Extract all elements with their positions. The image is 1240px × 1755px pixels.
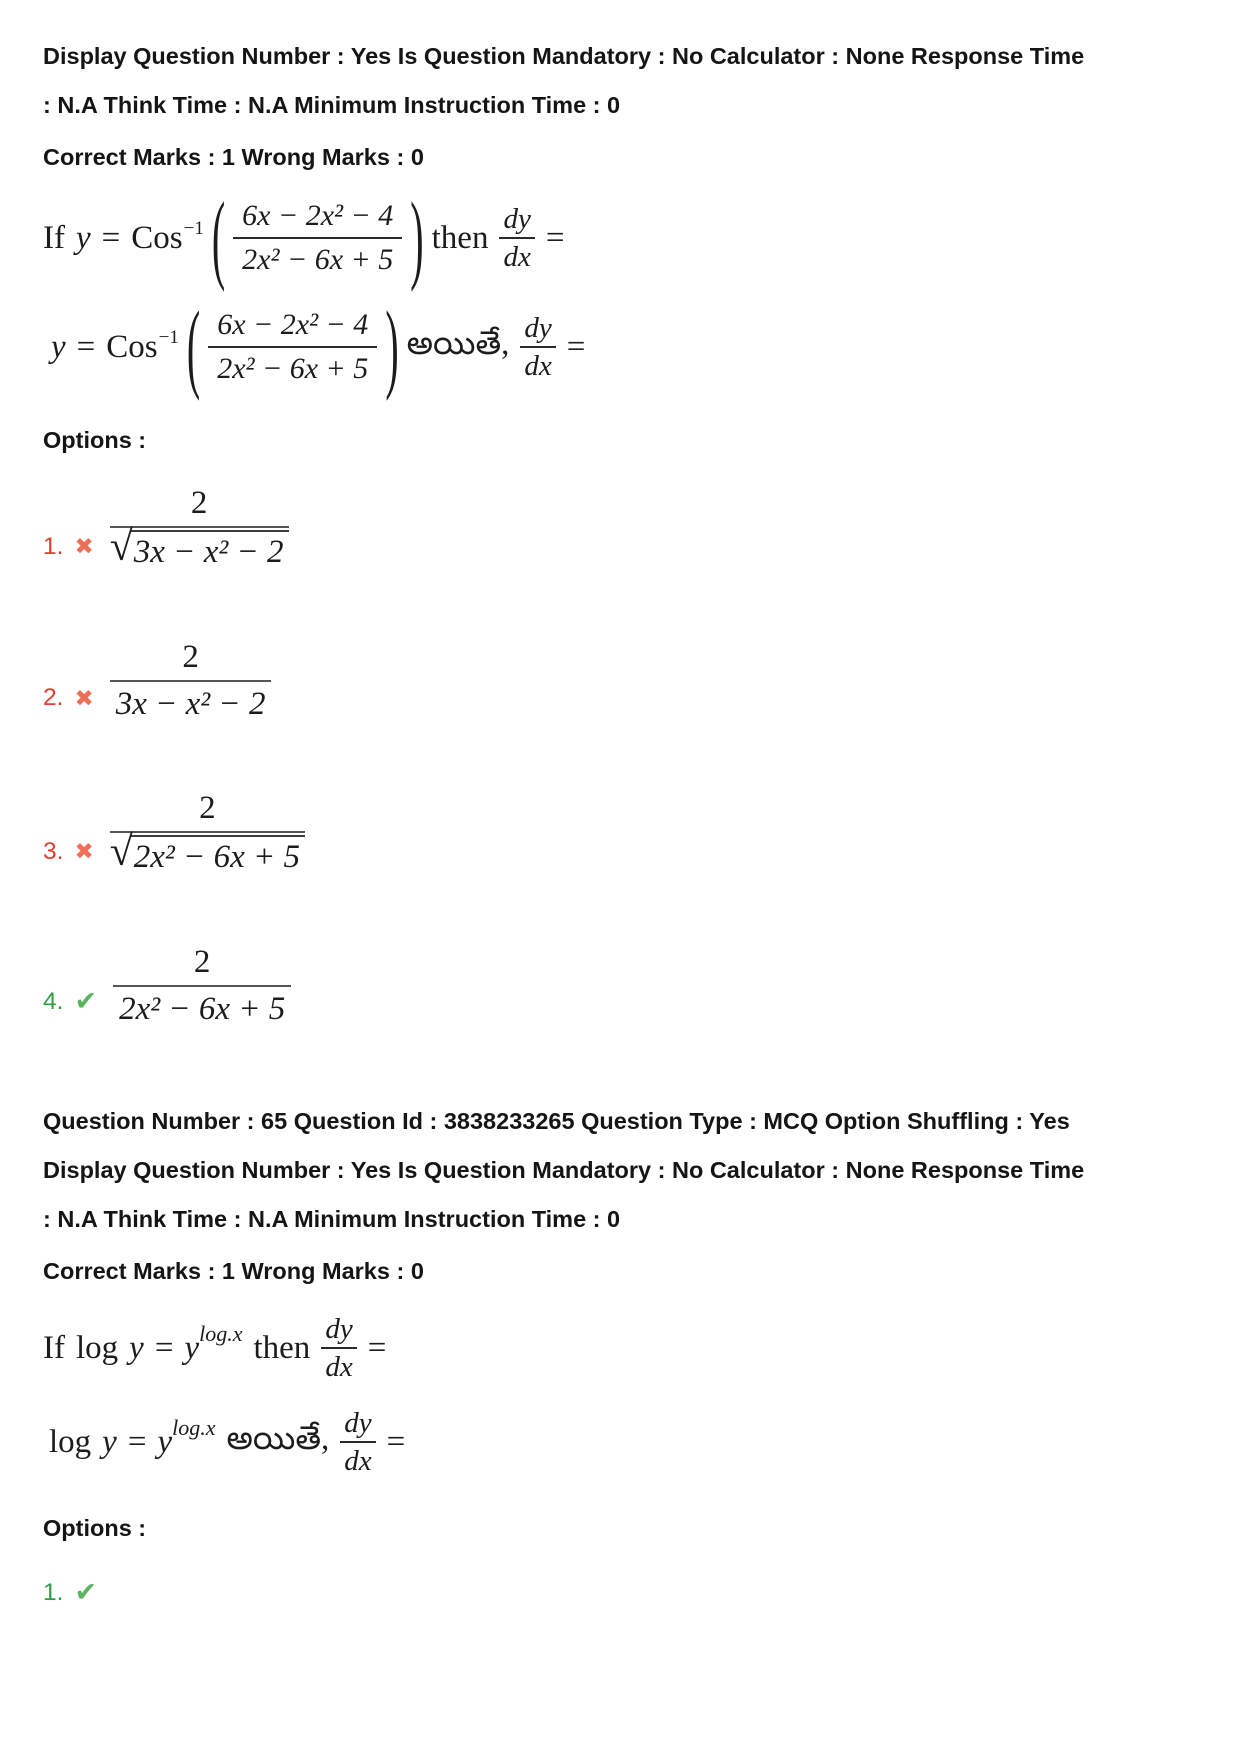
fraction-numerator: 6x − 2x² − 4 — [208, 308, 377, 349]
question-settings-line2: : N.A Think Time : N.A Minimum Instruction Time : 0 — [43, 92, 621, 118]
log-label: log — [75, 1329, 119, 1366]
question-header-text — [43, 1097, 1200, 1244]
question-settings-line2: : N.A Think Time : N.A Minimum Instruction Time : 0 — [43, 1206, 621, 1233]
option-numerator: 2 — [110, 790, 305, 833]
dy-dx-fraction — [340, 1408, 375, 1477]
option-number: 4. — [43, 987, 64, 1015]
formula-y-var: y — [102, 1423, 117, 1460]
option-row-1 — [43, 485, 1200, 571]
dx-denominator: dx — [503, 241, 531, 273]
formula-english — [43, 180, 1200, 293]
equals-sign: = — [101, 219, 121, 256]
question-settings-text — [43, 32, 1200, 130]
option-row-1 — [43, 1577, 1200, 1618]
formula-telugu — [43, 1394, 1200, 1490]
fraction — [208, 308, 377, 387]
equals-sign: = — [367, 1329, 387, 1366]
options-label: Options : — [43, 427, 147, 453]
equals-sign: = — [127, 1423, 147, 1460]
radicand: 3x − x² − 2 — [130, 530, 289, 570]
option-number: 1. — [43, 532, 64, 560]
inverse-cos-function — [131, 217, 204, 257]
radical-sign: √ — [109, 524, 133, 571]
options-list — [43, 1577, 1200, 1618]
base-y-var: y — [157, 1423, 173, 1460]
formula-if-word: If — [43, 1329, 65, 1366]
correct-mark-icon: ✔ — [74, 1577, 98, 1608]
left-paren: ( — [211, 180, 226, 293]
dy-dx-fraction — [321, 1314, 356, 1383]
logx-exponent: log.x — [172, 1414, 216, 1440]
cos-label: Cos — [131, 219, 183, 256]
option-number: 3. — [43, 837, 64, 865]
option-row-3 — [43, 790, 1200, 876]
denominator-text: 2x² − 6x + 5 — [119, 991, 286, 1028]
formula-y-var: y — [75, 219, 91, 256]
option-tag — [43, 533, 94, 561]
dy-dx-fraction — [520, 313, 555, 382]
left-paren: ( — [186, 289, 201, 402]
correct-mark-icon: ✔ — [74, 986, 98, 1017]
radicand: 2x² − 6x + 5 — [130, 835, 305, 875]
formula-if-word: If — [43, 219, 65, 256]
question-65-section — [43, 1097, 1200, 1618]
y-power-logx — [157, 1414, 216, 1461]
inverse-exponent: −1 — [158, 326, 179, 348]
formula-then-word-telugu: అయితే, — [226, 1420, 330, 1457]
y-power-logx — [184, 1320, 243, 1367]
option-denominator — [110, 682, 272, 722]
equals-sign: = — [545, 219, 565, 256]
equals-sign: = — [76, 328, 96, 365]
formula-then-word: then — [431, 219, 489, 256]
marks-text: Correct Marks : 1 Wrong Marks : 0 — [43, 144, 424, 170]
dx-denominator: dx — [524, 350, 552, 382]
formula-y-var: y — [129, 1329, 144, 1366]
option-tag — [43, 684, 94, 712]
formula-then-word: then — [253, 1329, 311, 1366]
options-list — [43, 485, 1200, 1027]
option-denominator — [113, 987, 291, 1027]
inverse-cos-function — [106, 326, 179, 366]
option-fraction — [110, 485, 289, 571]
dy-numerator: dy — [520, 313, 555, 348]
question-id-line: Question Number : 65 Question Id : 3838233265 Question Type : MCQ Option Shuffling : Yes — [43, 1108, 1070, 1135]
option-denominator — [109, 524, 289, 571]
formula-telugu — [43, 289, 1200, 402]
dy-dx-fraction — [499, 204, 534, 273]
equals-sign: = — [154, 1329, 174, 1366]
dy-numerator: dy — [499, 204, 534, 239]
question-64-section — [43, 32, 1200, 1027]
option-row-2 — [43, 639, 1200, 723]
option-fraction — [110, 639, 272, 723]
formula-then-word-telugu: అయితే, — [406, 325, 510, 362]
fraction-numerator: 6x − 2x² − 4 — [233, 199, 402, 240]
dy-numerator: dy — [321, 1314, 356, 1349]
dx-denominator: dx — [325, 1351, 353, 1384]
denominator-text: 3x − x² − 2 — [115, 685, 266, 722]
question-settings-line1: Display Question Number : Yes Is Question Mandatory : No Calculator : None Response Time — [43, 43, 1085, 69]
marks-text: Correct Marks : 1 Wrong Marks : 0 — [43, 1258, 424, 1285]
option-fraction — [110, 790, 305, 876]
option-tag — [43, 838, 94, 866]
right-paren: ) — [410, 180, 424, 293]
option-numerator: 2 — [110, 485, 289, 528]
dy-numerator: dy — [340, 1408, 375, 1443]
wrong-mark-icon: ✖ — [74, 684, 94, 711]
formula-english — [43, 1304, 1200, 1392]
log-label: log — [49, 1423, 92, 1460]
right-paren: ) — [385, 289, 399, 402]
option-number: 2. — [43, 684, 64, 712]
equals-sign: = — [386, 1423, 406, 1460]
options-label: Options : — [43, 1515, 147, 1542]
fraction — [233, 199, 402, 278]
option-numerator: 2 — [113, 944, 291, 987]
wrong-mark-icon: ✖ — [74, 838, 94, 865]
dx-denominator: dx — [344, 1445, 372, 1478]
option-row-4 — [43, 944, 1200, 1028]
formula-y-var: y — [51, 328, 66, 365]
fraction-denominator: 2x² − 6x + 5 — [242, 243, 394, 276]
base-y-var: y — [184, 1329, 200, 1366]
option-tag — [43, 1577, 97, 1608]
inverse-exponent: −1 — [183, 217, 204, 239]
option-tag — [43, 986, 97, 1017]
wrong-mark-icon: ✖ — [74, 533, 94, 560]
cos-label: Cos — [106, 328, 158, 365]
option-denominator — [109, 829, 305, 876]
radical-sign: √ — [109, 829, 133, 876]
fraction-denominator: 2x² − 6x + 5 — [217, 352, 369, 385]
logx-exponent: log.x — [199, 1320, 243, 1346]
option-fraction — [113, 944, 291, 1028]
option-number: 1. — [43, 1578, 64, 1606]
option-numerator: 2 — [110, 639, 272, 682]
equals-sign: = — [566, 328, 586, 365]
question-settings-line1: Display Question Number : Yes Is Question Mandatory : No Calculator : None Response Time — [43, 1157, 1085, 1184]
